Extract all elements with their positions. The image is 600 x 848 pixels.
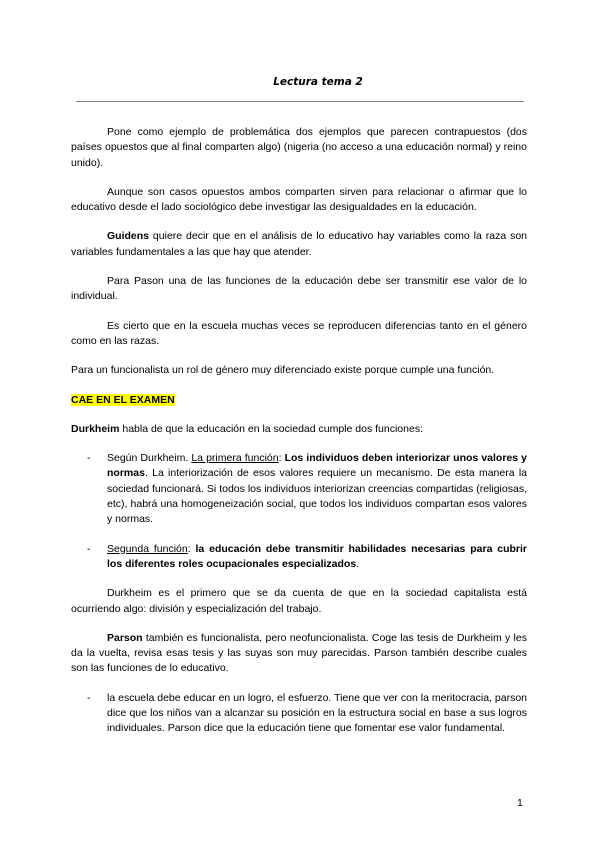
paragraph-9 [71,631,527,677]
document-title: Lectura tema 2 [273,76,363,88]
list-dash: - [87,542,91,555]
second-function-label: Segunda función [107,542,188,555]
first-function-label: La primera función [191,452,279,465]
paragraph-3-text: quiere decir que en el análisis de lo educativo hay variables como la raza son variables fundamentales a las que hay que atender. [71,230,527,258]
page-number: 1 [517,797,523,809]
list-dash: - [87,452,91,465]
paragraph-3 [71,229,527,260]
paragraph-8: Durkheim es el primero que se da cuenta de que en la sociedad capitalista está ocurriendo algo: división y especialización del trabajo. [71,587,527,615]
durkheim-functions-list [71,451,527,572]
list-item-colon: : [187,542,196,555]
durkheim-name: Durkheim [71,422,120,435]
paragraph-9-text: también es funcionalista, pero neofuncionalista. Coge las tesis de Durkheim y les da la vuelta, revisa esas tesis y las suyas son muy parecidas. Parson también describe cuales son las funciones de lo educativo. [71,631,527,675]
list-item [71,691,527,737]
paragraph-1: Pone como ejemplo de problemática dos ejemplos que parecen contrapuestos (dos países opuestos que al final comparten algo) (nigeria (no acceso a una educación normal) y reino unido). [71,126,527,169]
list-item-text: . [356,557,360,570]
list-item [71,451,527,527]
paragraph-4: Para Pason una de las funciones de la educación debe ser transmitir ese valor de lo individual. [71,275,527,303]
parson-name: Parson [107,631,143,644]
exam-highlight: CAE EN EL EXAMEN [71,393,175,406]
title-divider [76,101,524,102]
paragraph-7-text: habla de que la educación en la sociedad cumple dos funciones: [119,422,423,435]
list-item-text: . La interiorización de esos valores requiere un mecanismo. De esta manera la sociedad funcionará. Si todos los individuos interiorizan creencias compartidas (religiosas, etc), habrá una homogeneización social, que todos los individuos compartan esos valores y normas. [107,467,527,526]
parson-functions-list [71,691,527,737]
paragraph-5: Es cierto que en la escuela muchas veces se reproducen diferencias tanto en el género como en las razas. [71,319,527,347]
guidens-name: Guidens [107,230,150,243]
first-function-bold: Los individuos deben interiorizar unos valores y normas [107,452,527,480]
list-item-text: Según Durkheim. [107,452,192,465]
list-item-colon: : [278,452,285,465]
list-item-text: la escuela debe educar en un logro, el esfuerzo. Tiene que ver con la meritocracia, parson dice que los niños van a alcanzar su posición en la estructura social en base a sus logros individuales. Parson dice que la educación tiene que fomentar ese valor fundamental. [107,691,527,735]
paragraph-7 [71,422,527,437]
list-dash: - [87,691,91,704]
exam-note [71,393,527,408]
second-function-bold: la educación debe transmitir habilidades necesarias para cubrir los diferentes roles ocupacionales especializados [107,542,527,570]
paragraph-2: Aunque son casos opuestos ambos comparten sirven para relacionar o afirmar que lo educativo desde el lado sociológico debe investigar las desigualdades en la educación. [71,185,527,214]
paragraph-6: Para un funcionalista un rol de género muy diferenciado existe porque cumple una función. [71,364,495,377]
document-body [71,125,527,751]
list-item [71,542,527,573]
